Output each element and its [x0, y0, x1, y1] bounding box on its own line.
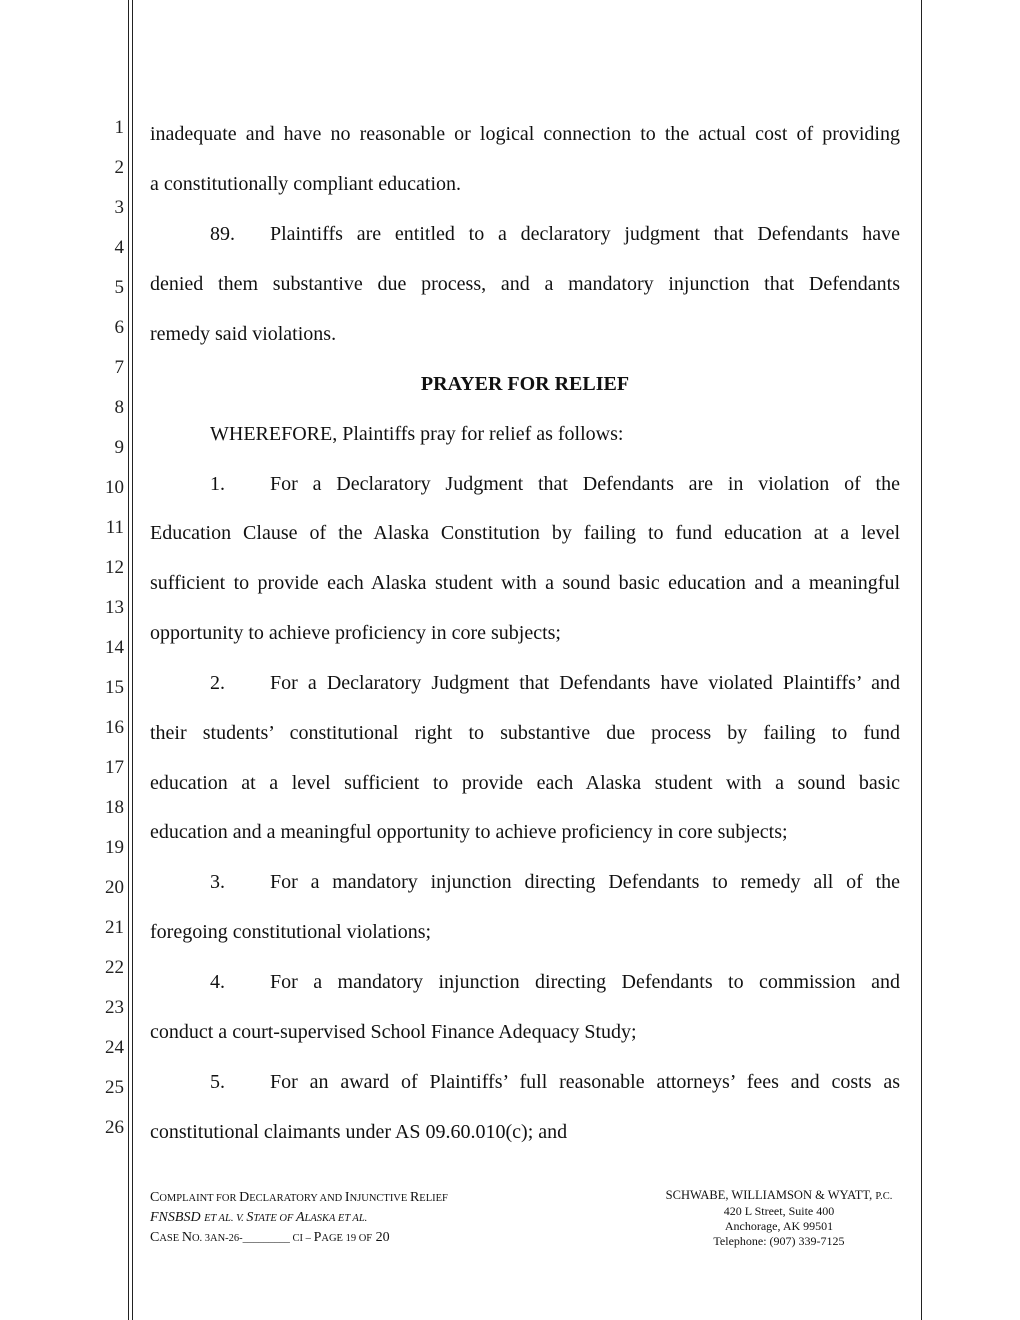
- item-number: 3.: [210, 871, 225, 893]
- body-line: For a mandatory injunction directing Defendants to remedy all of the: [270, 871, 900, 893]
- firm-address-line-2: Anchorage, AK 99501: [724, 1219, 834, 1233]
- line-number: 14: [105, 637, 124, 658]
- line-number: 20: [105, 877, 124, 898]
- line-number: 21: [105, 917, 124, 938]
- body-line: sufficient to provide each Alaska student with a sound basic education and a meaningful: [150, 572, 900, 594]
- item-number: 4.: [210, 971, 225, 993]
- body-line: inadequate and have no reasonable or logical connection to the actual cost of providing: [150, 123, 900, 145]
- line-number: 19: [105, 837, 124, 858]
- firm-address-line-1: 420 L Street, Suite 400: [723, 1204, 835, 1218]
- item-number: 5.: [210, 1071, 225, 1093]
- line-number: 18: [105, 797, 124, 818]
- body-line: WHEREFORE, Plaintiffs pray for relief as follows:: [210, 423, 624, 445]
- line-number: 26: [105, 1117, 124, 1138]
- body-line: remedy said violations.: [150, 323, 337, 345]
- line-number: 5: [114, 277, 124, 298]
- line-number: 13: [105, 597, 124, 618]
- paragraph-number: 89.: [210, 223, 235, 245]
- line-number: 12: [105, 557, 124, 578]
- line-number: 3: [114, 197, 124, 218]
- line-number: 4: [114, 237, 124, 258]
- body-line: constitutional claimants under AS 09.60.010(c); and: [150, 1121, 568, 1143]
- body-line: conduct a court-supervised School Finance Adequacy Study;: [150, 1021, 637, 1043]
- right-margin-rule: [921, 0, 922, 1320]
- left-margin-rule-2: [132, 0, 133, 1320]
- footer-document-title: COMPLAINT FOR DECLARATORY AND INJUNCTIVE RELIEF: [150, 1190, 448, 1205]
- line-number: 25: [105, 1077, 124, 1098]
- firm-telephone: Telephone: (907) 339-7125: [713, 1234, 845, 1248]
- footer-firm-block: [648, 1188, 910, 1249]
- line-number: 17: [105, 757, 124, 778]
- line-number: 2: [114, 157, 124, 178]
- footer-case-caption: [150, 1188, 448, 1248]
- line-number: 11: [105, 517, 124, 538]
- body-line: For an award of Plaintiffs’ full reasonable attorneys’ fees and costs as: [270, 1071, 900, 1093]
- body-line: foregoing constitutional violations;: [150, 921, 432, 943]
- item-number: 2.: [210, 672, 225, 694]
- body-line: opportunity to achieve proficiency in core subjects;: [150, 622, 561, 644]
- line-number: 22: [105, 957, 124, 978]
- body-line: denied them substantive due process, and a mandatory injunction that Defendants: [150, 273, 900, 295]
- item-number: 1.: [210, 473, 225, 495]
- line-number: 7: [114, 357, 124, 378]
- body-line: a constitutionally compliant education.: [150, 173, 462, 195]
- body-line: Plaintiffs are entitled to a declaratory judgment that Defendants have: [270, 223, 900, 245]
- line-number: 23: [105, 997, 124, 1018]
- footer-case-name: FNSBSD ET AL. V. STATE OF ALASKA ET AL.: [150, 1210, 368, 1225]
- line-number: 9: [114, 437, 124, 458]
- section-heading: PRAYER FOR RELIEF: [420, 373, 630, 395]
- body-line: For a Declaratory Judgment that Defendants have violated Plaintiffs’ and: [270, 672, 900, 694]
- body-line: Education Clause of the Alaska Constitution by failing to fund education at a level: [150, 522, 900, 544]
- firm-name: SCHWABE, WILLIAMSON & WYATT, P.C.: [665, 1188, 893, 1202]
- line-number: 1: [114, 117, 124, 138]
- body-line: education at a level sufficient to provide each Alaska student with a sound basic: [150, 772, 900, 794]
- line-number: 6: [114, 317, 124, 338]
- left-margin-rule-1: [128, 0, 129, 1320]
- body-line: For a mandatory injunction directing Defendants to commission and: [270, 971, 900, 993]
- line-number: 10: [105, 477, 124, 498]
- line-number: 24: [105, 1037, 124, 1058]
- line-number: 8: [114, 397, 124, 418]
- body-line: education and a meaningful opportunity to achieve proficiency in core subjects;: [150, 821, 788, 843]
- footer-case-number: CASE NO. 3AN-26-_________ CI – PAGE 19 OF 20: [150, 1230, 390, 1245]
- line-number: 16: [105, 717, 124, 738]
- body-line: For a Declaratory Judgment that Defendants are in violation of the: [270, 473, 900, 495]
- body-line: their students’ constitutional right to substantive due process by failing to fund: [150, 722, 900, 744]
- line-number: 15: [105, 677, 124, 698]
